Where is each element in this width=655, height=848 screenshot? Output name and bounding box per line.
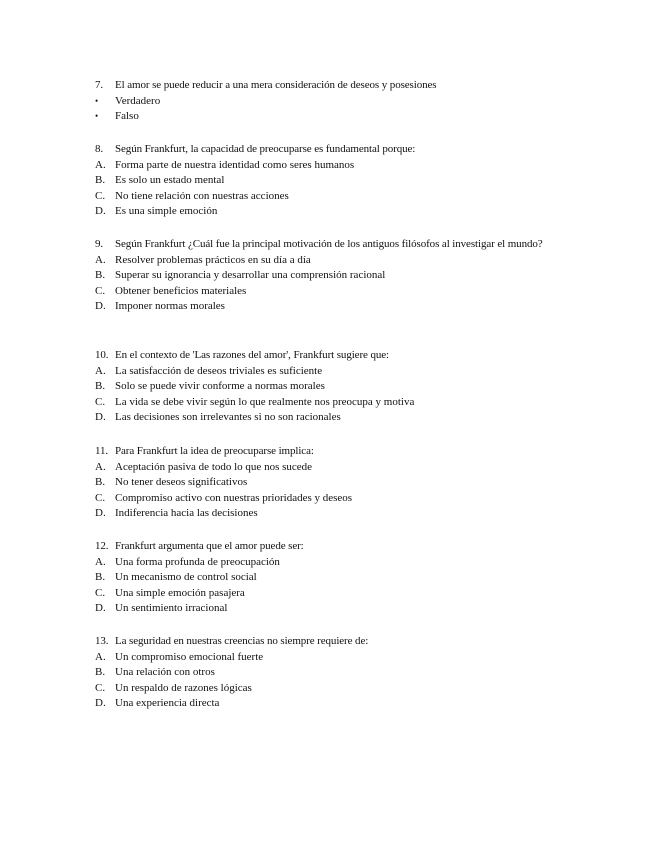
question-number: 12. [95,540,109,552]
option-text: Indiferencia hacia las decisiones [115,507,258,520]
answer-option [95,204,575,220]
option-text: Es una simple emoción [115,205,218,218]
answer-option [95,460,575,476]
question-text: Para Frankfurt la idea de preocuparse implica: [115,445,314,457]
question-stem [95,237,565,253]
option-letter: C. [95,284,106,297]
answer-option [95,284,565,300]
question-number: 13. [95,635,109,647]
answer-option [95,665,575,681]
option-text: Forma parte de nuestra identidad como seres humanos [115,158,355,171]
question-stem [95,444,575,460]
answer-option [95,299,565,315]
option-text: No tiene relación con nuestras acciones [115,189,289,202]
option-letter: C. [95,586,106,599]
question-text: El amor se puede reducir a una mera consideración de deseos y posesiones [115,79,437,91]
option-letter: C. [95,395,106,408]
question-12 [95,539,575,617]
option-text: Aceptación pasiva de todo lo que nos sucede [115,460,313,473]
answer-option [95,681,575,697]
option-letter: B. [95,476,106,489]
option-letter: B. [95,380,106,393]
question-13 [95,634,575,712]
option-text: La satisfacción de deseos triviales es suficiente [115,364,323,377]
bullet-icon: • [95,95,99,106]
option-text: Un mecanismo de control social [115,571,257,584]
option-letter: C. [95,491,106,504]
answer-option [95,268,565,284]
question-number: 10. [95,349,109,361]
question-text: La seguridad en nuestras creencias no siempre requiere de: [115,635,369,647]
answer-option [95,410,575,426]
answer-option [95,570,575,586]
option-text: Es solo un estado mental [115,174,225,187]
question-stem [95,142,575,158]
option-letter: A. [95,364,106,377]
option-text: Una experiencia directa [115,697,220,710]
question-stem [95,78,575,94]
option-letter: B. [95,174,106,187]
option-letter: D. [95,507,106,520]
answer-option [95,253,565,269]
answer-option [95,491,575,507]
question-number: 8. [95,143,104,155]
option-letter: B. [95,571,106,584]
answer-option [95,173,575,189]
option-text: Un respaldo de razones lógicas [115,681,252,694]
option-text: Un sentimiento irracional [115,602,228,615]
option-letter: A. [95,158,106,171]
question-7 [95,78,575,125]
option-text: Una simple emoción pasajera [115,586,245,599]
question-10 [95,348,575,426]
option-letter: A. [95,650,106,663]
option-letter: A. [95,253,106,266]
question-text: Frankfurt argumenta que el amor puede ser: [115,540,304,552]
question-number: 11. [95,445,109,457]
question-11 [95,444,575,522]
question-9 [95,237,565,315]
option-text: Una relación con otros [115,666,215,679]
bullet-icon: • [95,111,99,122]
option-letter: D. [95,411,106,424]
answer-option [95,379,575,395]
answer-option [95,650,575,666]
option-text: La vida se debe vivir según lo que realmente nos preocupa y motiva [115,395,415,408]
question-number: 7. [95,79,104,91]
option-text: No tener deseos significativos [115,476,248,489]
question-text: Según Frankfurt, la capacidad de preocuparse es fundamental porque: [115,143,416,155]
answer-option [95,94,575,110]
option-letter: A. [95,460,106,473]
option-text: Una forma profunda de preocupación [115,555,280,568]
option-text: Las decisiones son irrelevantes si no son racionales [115,411,341,424]
answer-option [95,555,575,571]
option-letter: C. [95,681,106,694]
answer-option [95,364,575,380]
question-stem [95,348,575,364]
answer-option [95,395,575,411]
option-text: Superar su ignorancia y desarrollar una comprensión racional [115,269,386,282]
option-text: Solo se puede vivir conforme a normas morales [115,380,325,393]
option-letter: D. [95,697,106,710]
option-text: Verdadero [115,94,161,107]
question-stem [95,539,575,555]
option-text: Imponer normas morales [115,300,225,313]
answer-option [95,189,575,205]
option-text: Un compromiso emocional fuerte [115,650,264,663]
option-letter: B. [95,666,106,679]
option-letter: D. [95,205,106,218]
option-text: Compromiso activo con nuestras prioridades y deseos [115,491,353,504]
answer-option [95,586,575,602]
option-letter: D. [95,300,106,313]
option-letter: A. [95,555,106,568]
question-number: 9. [95,238,104,250]
question-text: En el contexto de 'Las razones del amor', Frankfurt sugiere que: [115,349,389,361]
answer-option [95,601,575,617]
answer-option [95,506,575,522]
question-text: Según Frankfurt ¿Cuál fue la principal motivación de los antiguos filósofos al investigar el mundo? [115,238,543,250]
answer-option [95,109,575,125]
option-letter: D. [95,602,106,615]
option-text: Obtener beneficios materiales [115,284,247,297]
option-letter: C. [95,189,106,202]
question-8 [95,142,575,220]
answer-option [95,475,575,491]
option-text: Resolver problemas prácticos en su día a día [115,253,311,266]
answer-option [95,696,575,712]
option-text: Falso [115,110,139,123]
question-stem [95,634,575,650]
answer-option [95,158,575,174]
option-letter: B. [95,269,106,282]
